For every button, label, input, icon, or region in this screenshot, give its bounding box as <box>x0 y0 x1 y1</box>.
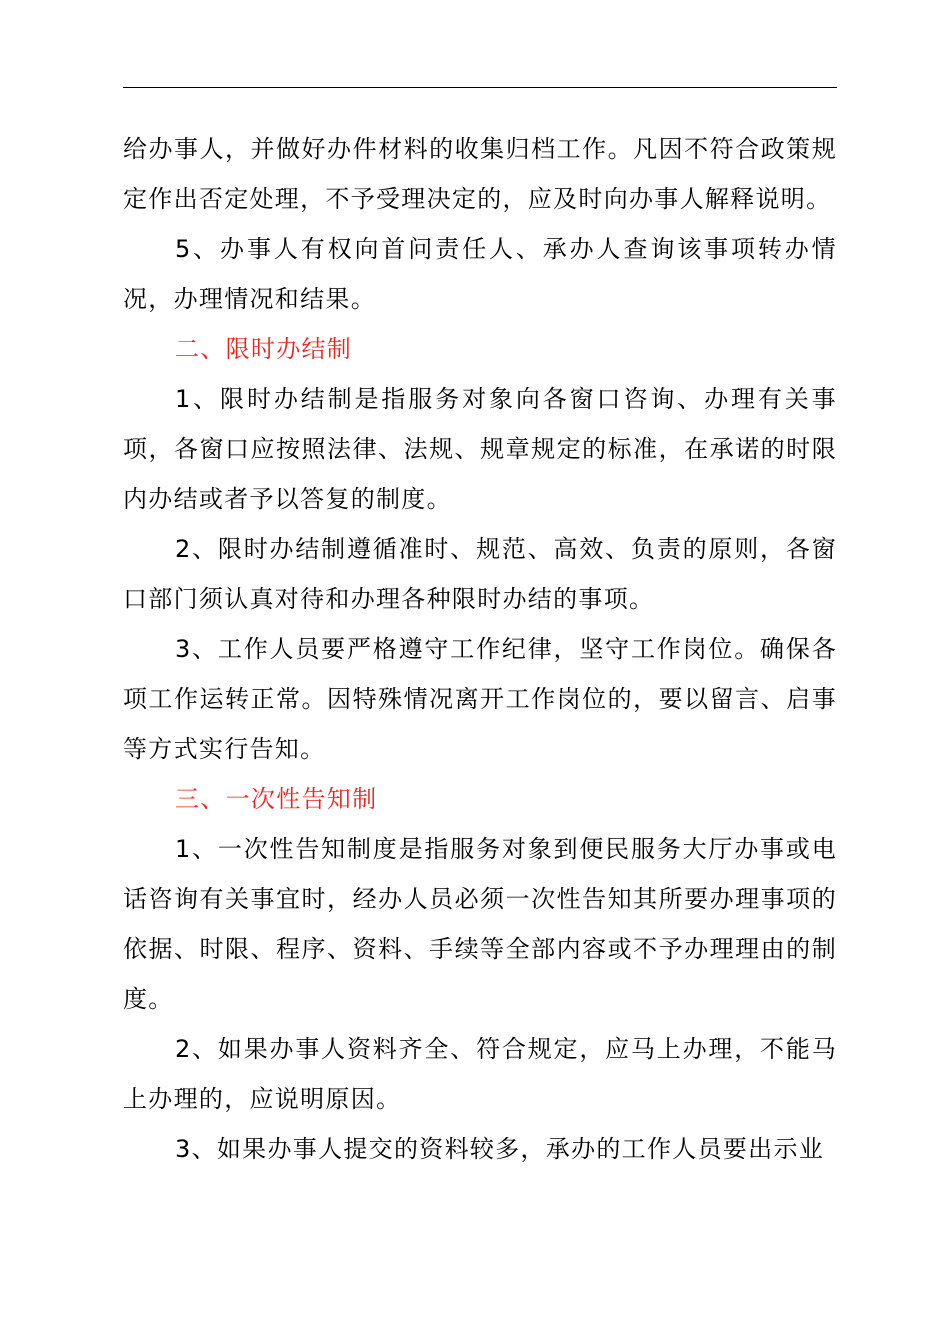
paragraph-item-3: 3、如果办事人提交的资料较多，承办的工作人员要出示业 <box>175 1135 825 1163</box>
section-heading-3: 三、一次性告知制 <box>175 785 378 813</box>
paragraph-item-5: 5、办事人有权向首问责任人、承办人查询该事项转办情况，办理情况和结果。 <box>123 235 837 313</box>
paragraph-continuation: 给办事人，并做好办件材料的收集归档工作。凡因不符合政策规定作出否定处理，不予受理决定的，应及时向办事人解释说明。 <box>123 135 837 213</box>
header-rule <box>123 87 837 88</box>
paragraph-item-1: 1、一次性告知制度是指服务对象到便民服务大厅办事或电话咨询有关事宜时，经办人员必须一次性告知其所要办理事项的依据、时限、程序、资料、手续等全部内容或不予办理理由的制度。 <box>123 835 837 1013</box>
document-body <box>123 124 837 1174</box>
paragraph-item-2: 2、限时办结制遵循准时、规范、高效、负责的原则，各窗口部门须认真对待和办理各种限时办结的事项。 <box>123 535 837 613</box>
section-heading-2: 二、限时办结制 <box>175 335 353 363</box>
paragraph-item-3: 3、工作人员要严格遵守工作纪律，坚守工作岗位。确保各项工作运转正常。因特殊情况离开工作岗位的，要以留言、启事等方式实行告知。 <box>123 635 837 763</box>
paragraph-item-1: 1、限时办结制是指服务对象向各窗口咨询、办理有关事项，各窗口应按照法律、法规、规章规定的标准，在承诺的时限内办结或者予以答复的制度。 <box>123 385 837 513</box>
paragraph-item-2: 2、如果办事人资料齐全、符合规定，应马上办理，不能马上办理的，应说明原因。 <box>123 1035 837 1113</box>
